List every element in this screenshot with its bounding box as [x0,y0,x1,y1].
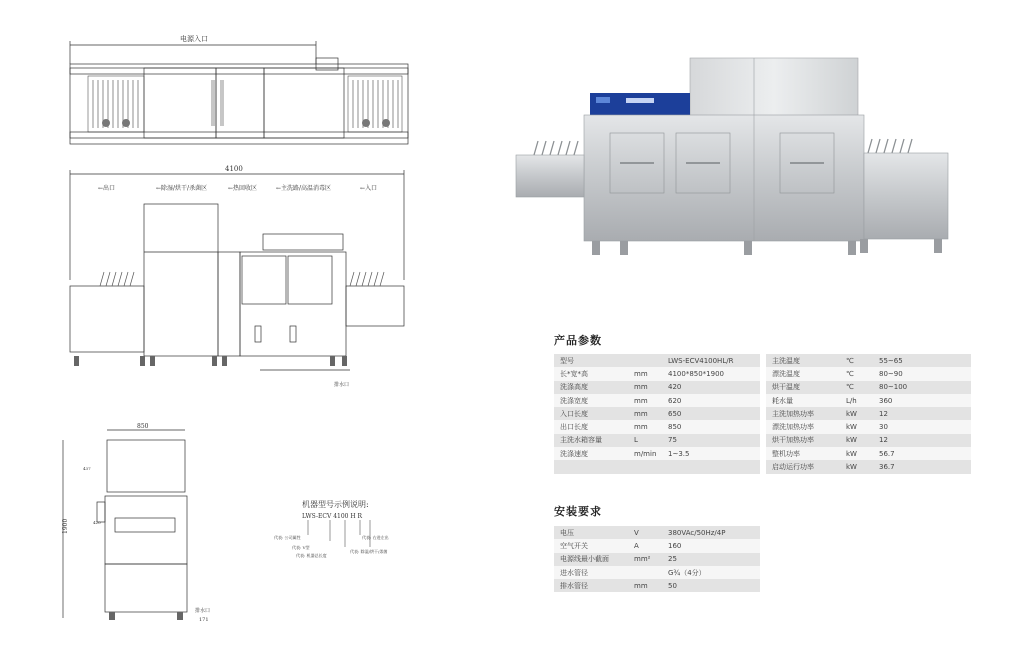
param-name: 耗水量 [766,394,840,407]
param-value: 420 [662,381,760,394]
param-value: 360 [873,394,971,407]
install-unit: mm² [628,553,662,566]
zone-label-entry: ←入口 [360,185,378,192]
zone-label-heat-recovery: ←热回收区 [228,185,258,192]
param-value: 650 [662,407,760,420]
param-unit: L [628,434,662,447]
drain-label: 排水口 [334,382,350,388]
install-value: 25 [662,553,760,566]
param-value: 80~90 [873,367,971,380]
side-drain-label: 排水口 [195,608,211,614]
param-value: 620 [662,394,760,407]
param-unit [628,460,662,473]
zone-label-drying: ←除湿/烘干/杀菌区 [156,185,208,192]
side-dim-a: 437 [83,466,91,471]
param-name: 整机功率 [766,447,840,460]
install-name: 电源线最小截面 [554,553,628,566]
param-name: 烘干温度 [766,381,840,394]
install-row [554,526,760,539]
param-value: 80~100 [873,381,971,394]
param-name: 烘干加热功率 [766,434,840,447]
param-name: 主洗水箱容量 [554,434,628,447]
param-value: 56.7 [873,447,971,460]
legend-note: 代表: 右进左出 [362,535,389,540]
side-drain-dim: 171 [199,617,209,623]
legend-code: LWS-ECV 4100 H R [302,513,363,520]
param-value: 30 [873,420,971,433]
legend-note: 代表: 机器总长度 [296,553,327,558]
install-row [554,579,760,592]
params-row [554,434,971,447]
param-name: 出口长度 [554,420,628,433]
model-legend [270,495,420,565]
param-name: 长*宽*高 [554,367,628,380]
params-row [554,354,971,367]
param-value: 4100*850*1900 [662,367,760,380]
product-params-table [554,354,971,474]
param-name [554,460,628,473]
param-unit: mm [628,407,662,420]
param-unit: kW [840,447,873,460]
legend-note: 代表: 除湿/烘干/杀菌 [350,549,388,554]
zone-label-exit: ←出口 [98,185,116,192]
param-unit: ℃ [840,367,873,380]
param-unit: kW [840,407,873,420]
param-name: 型号 [554,354,628,367]
param-value: 36.7 [873,460,971,473]
machine-photo [510,55,955,280]
param-unit: kW [840,434,873,447]
param-value: LWS-ECV4100HL/R [662,354,760,367]
param-unit: kW [840,460,873,473]
side-dim-b: 420 [93,520,101,525]
param-unit: mm [628,367,662,380]
param-name: 洗涤宽度 [554,394,628,407]
param-name: 主洗加热功率 [766,407,840,420]
param-value: 12 [873,407,971,420]
install-unit: V [628,526,662,539]
params-row [554,420,971,433]
param-name: 入口长度 [554,407,628,420]
param-unit: ℃ [840,381,873,394]
params-row [554,394,971,407]
top-view-label: 电源入口 [180,35,208,43]
install-value: 50 [662,579,760,592]
front-view-drawing [60,160,420,400]
params-row [554,367,971,380]
product-params-title: 产品参数 [554,334,602,347]
side-view-drawing [55,420,225,630]
total-length-label: 4100 [225,165,243,173]
param-unit: ℃ [840,354,873,367]
install-row [554,566,760,579]
param-value: 850 [662,420,760,433]
install-name: 进水管径 [554,566,628,579]
install-unit: A [628,539,662,552]
install-unit [628,566,662,579]
install-req-title: 安装要求 [554,505,602,518]
param-value: 55~65 [873,354,971,367]
legend-title: 机器型号示例说明: [302,500,369,509]
param-name: 漂洗加热功率 [766,420,840,433]
param-name: 洗涤速度 [554,447,628,460]
param-unit: mm [628,420,662,433]
param-value [662,460,760,473]
param-name: 洗涤高度 [554,381,628,394]
param-name: 主洗温度 [766,354,840,367]
install-name: 排水管径 [554,579,628,592]
param-unit [628,354,662,367]
param-unit: mm [628,381,662,394]
legend-note: 代表: 公司属性 [274,535,301,540]
param-unit: mm [628,394,662,407]
install-value: 160 [662,539,760,552]
install-req-table [554,526,760,592]
param-value: 12 [873,434,971,447]
legend-note: 代表: V型 [292,545,310,550]
params-row [554,407,971,420]
param-unit: kW [840,420,873,433]
side-height-label: 1900 [62,518,69,534]
install-name: 空气开关 [554,539,628,552]
install-row [554,553,760,566]
zone-label-main-wash: ←主洗路/高温消毒区 [276,185,332,192]
param-value: 75 [662,434,760,447]
param-unit: m/min [628,447,662,460]
side-width-label: 850 [137,423,149,430]
param-name: 启动运行功率 [766,460,840,473]
install-value: G¾（4分） [662,566,760,579]
param-unit: L/h [840,394,873,407]
param-value: 1~3.5 [662,447,760,460]
install-name: 电压 [554,526,628,539]
install-value: 380VAc/50Hz/4P [662,526,760,539]
install-row [554,539,760,552]
params-row [554,460,971,473]
param-name: 漂洗温度 [766,367,840,380]
top-view-drawing [60,30,420,145]
params-row [554,381,971,394]
install-unit: mm [628,579,662,592]
params-row [554,447,971,460]
